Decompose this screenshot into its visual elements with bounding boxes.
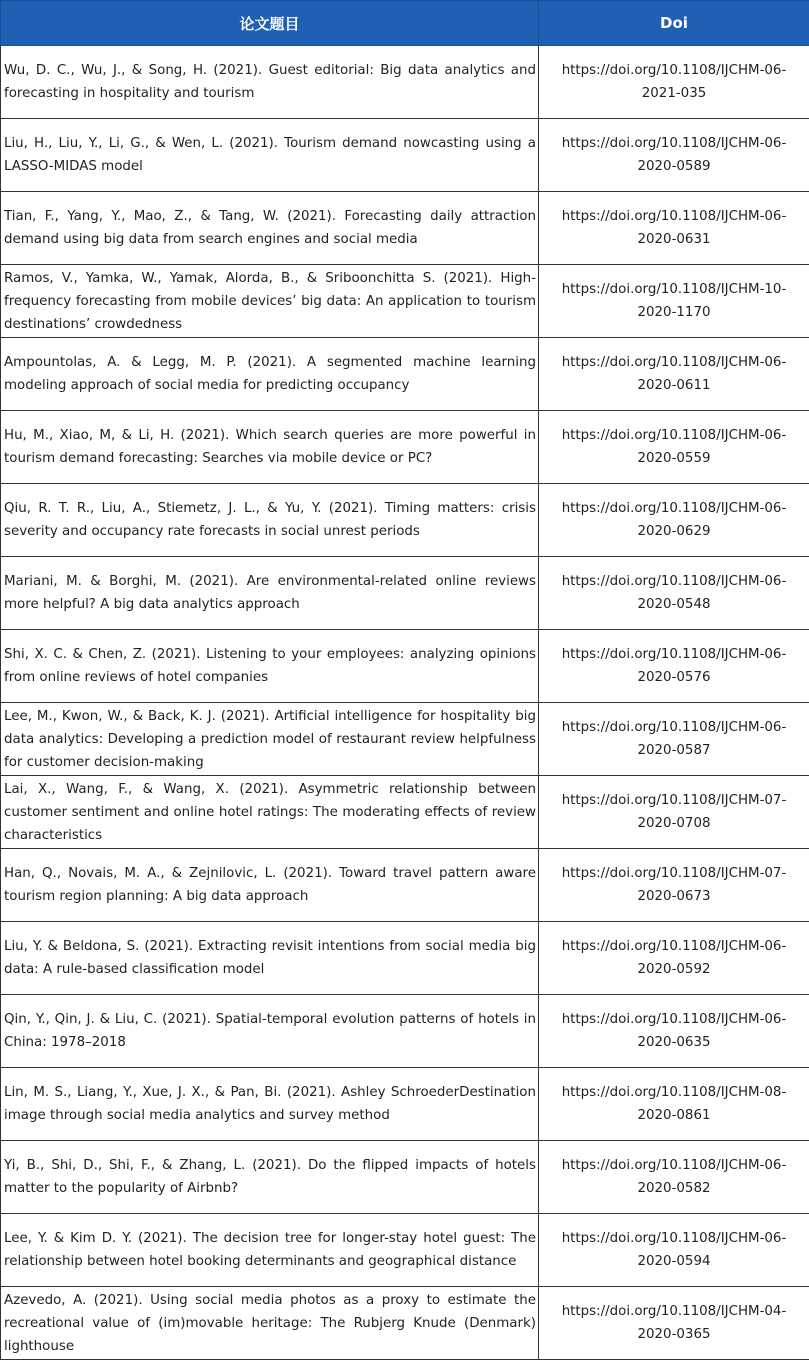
- doi-cell[interactable]: https://doi.org/10.1108/IJCHM-06-2020-0589: [539, 119, 809, 192]
- doi-cell[interactable]: https://doi.org/10.1108/IJCHM-06-2020-0587: [539, 703, 809, 776]
- table-row: [1, 1141, 809, 1214]
- table-row: [1, 265, 809, 338]
- paper-title-cell: Lee, M., Kwon, W., & Back, K. J. (2021). Artificial intelligence for hospitality big data analytics: Developing a prediction model of restaurant review helpfulness for customer decision-making: [1, 703, 539, 776]
- paper-title-cell: Ampountolas, A. & Legg, M. P. (2021). A segmented machine learning modeling approach of social media for predicting occupancy: [1, 338, 539, 411]
- paper-title-cell: Tian, F., Yang, Y., Mao, Z., & Tang, W. (2021). Forecasting daily attraction demand using big data from search engines and social media: [1, 192, 539, 265]
- title-column-header: 论文题目: [1, 1, 539, 46]
- doi-cell[interactable]: https://doi.org/10.1108/IJCHM-07-2020-0673: [539, 849, 809, 922]
- paper-title-cell: Azevedo, A. (2021). Using social media photos as a proxy to estimate the recreational value of (im)movable heritage: The Rubjerg Knude (Denmark) lighthouse: [1, 1287, 539, 1360]
- paper-title-cell: Mariani, M. & Borghi, M. (2021). Are environmental-related online reviews more helpful? A big data analytics approach: [1, 557, 539, 630]
- doi-cell[interactable]: https://doi.org/10.1108/IJCHM-10-2020-1170: [539, 265, 809, 338]
- table-row: [1, 922, 809, 995]
- paper-title-cell: Lai, X., Wang, F., & Wang, X. (2021). Asymmetric relationship between customer sentiment and online hotel ratings: The moderating effects of review characteristics: [1, 776, 539, 849]
- table-row: [1, 1287, 809, 1360]
- doi-cell[interactable]: https://doi.org/10.1108/IJCHM-06-2020-0611: [539, 338, 809, 411]
- table-row: [1, 192, 809, 265]
- doi-cell[interactable]: https://doi.org/10.1108/IJCHM-08-2020-0861: [539, 1068, 809, 1141]
- table-row: [1, 776, 809, 849]
- table-row: [1, 119, 809, 192]
- paper-title-cell: Hu, M., Xiao, M, & Li, H. (2021). Which search queries are more powerful in tourism demand forecasting: Searches via mobile device or PC?: [1, 411, 539, 484]
- doi-cell[interactable]: https://doi.org/10.1108/IJCHM-06-2021-035: [539, 46, 809, 119]
- doi-cell[interactable]: https://doi.org/10.1108/IJCHM-06-2020-0548: [539, 557, 809, 630]
- paper-title-cell: Lee, Y. & Kim D. Y. (2021). The decision tree for longer-stay hotel guest: The relationship between hotel booking determinants and geographical distance: [1, 1214, 539, 1287]
- table-row: [1, 849, 809, 922]
- paper-title-cell: Qin, Y., Qin, J. & Liu, C. (2021). Spatial-temporal evolution patterns of hotels in China: 1978–2018: [1, 995, 539, 1068]
- table-row: [1, 630, 809, 703]
- doi-cell[interactable]: https://doi.org/10.1108/IJCHM-06-2020-0631: [539, 192, 809, 265]
- table-row: [1, 411, 809, 484]
- doi-cell[interactable]: https://doi.org/10.1108/IJCHM-06-2020-0635: [539, 995, 809, 1068]
- doi-cell[interactable]: https://doi.org/10.1108/IJCHM-06-2020-0559: [539, 411, 809, 484]
- doi-column-header: Doi: [539, 1, 809, 46]
- table-row: [1, 1214, 809, 1287]
- doi-cell[interactable]: https://doi.org/10.1108/IJCHM-06-2020-0629: [539, 484, 809, 557]
- doi-cell[interactable]: https://doi.org/10.1108/IJCHM-07-2020-0708: [539, 776, 809, 849]
- doi-cell[interactable]: https://doi.org/10.1108/IJCHM-06-2020-0592: [539, 922, 809, 995]
- paper-title-cell: Liu, H., Liu, Y., Li, G., & Wen, L. (2021). Tourism demand nowcasting using a LASSO-MIDAS model: [1, 119, 539, 192]
- paper-title-cell: Wu, D. C., Wu, J., & Song, H. (2021). Guest editorial: Big data analytics and forecasting in hospitality and tourism: [1, 46, 539, 119]
- table-row: [1, 1068, 809, 1141]
- paper-title-cell: Lin, M. S., Liang, Y., Xue, J. X., & Pan, Bi. (2021). Ashley SchroederDestination image through social media analytics and survey method: [1, 1068, 539, 1141]
- table-row: [1, 703, 809, 776]
- table-row: [1, 484, 809, 557]
- paper-title-cell: Ramos, V., Yamka, W., Yamak, Alorda, B., & Sriboonchitta S. (2021). High-frequency forecasting from mobile devices’ big data: An application to tourism destinations’ crowdedness: [1, 265, 539, 338]
- paper-title-cell: Yi, B., Shi, D., Shi, F., & Zhang, L. (2021). Do the flipped impacts of hotels matter to the popularity of Airbnb?: [1, 1141, 539, 1214]
- table-row: [1, 338, 809, 411]
- paper-title-cell: Shi, X. C. & Chen, Z. (2021). Listening to your employees: analyzing opinions from online reviews of hotel companies: [1, 630, 539, 703]
- doi-cell[interactable]: https://doi.org/10.1108/IJCHM-06-2020-0594: [539, 1214, 809, 1287]
- table-row: [1, 995, 809, 1068]
- doi-cell[interactable]: https://doi.org/10.1108/IJCHM-06-2020-0582: [539, 1141, 809, 1214]
- table-row: [1, 46, 809, 119]
- table-row: [1, 557, 809, 630]
- paper-title-cell: Qiu, R. T. R., Liu, A., Stiemetz, J. L., & Yu, Y. (2021). Timing matters: crisis severity and occupancy rate forecasts in social unrest periods: [1, 484, 539, 557]
- doi-cell[interactable]: https://doi.org/10.1108/IJCHM-06-2020-0576: [539, 630, 809, 703]
- doi-cell[interactable]: https://doi.org/10.1108/IJCHM-04-2020-0365: [539, 1287, 809, 1360]
- paper-title-cell: Liu, Y. & Beldona, S. (2021). Extracting revisit intentions from social media big data: A rule-based classification model: [1, 922, 539, 995]
- table-header-row: [1, 1, 809, 46]
- paper-title-cell: Han, Q., Novais, M. A., & Zejnilovic, L. (2021). Toward travel pattern aware tourism region planning: A big data approach: [1, 849, 539, 922]
